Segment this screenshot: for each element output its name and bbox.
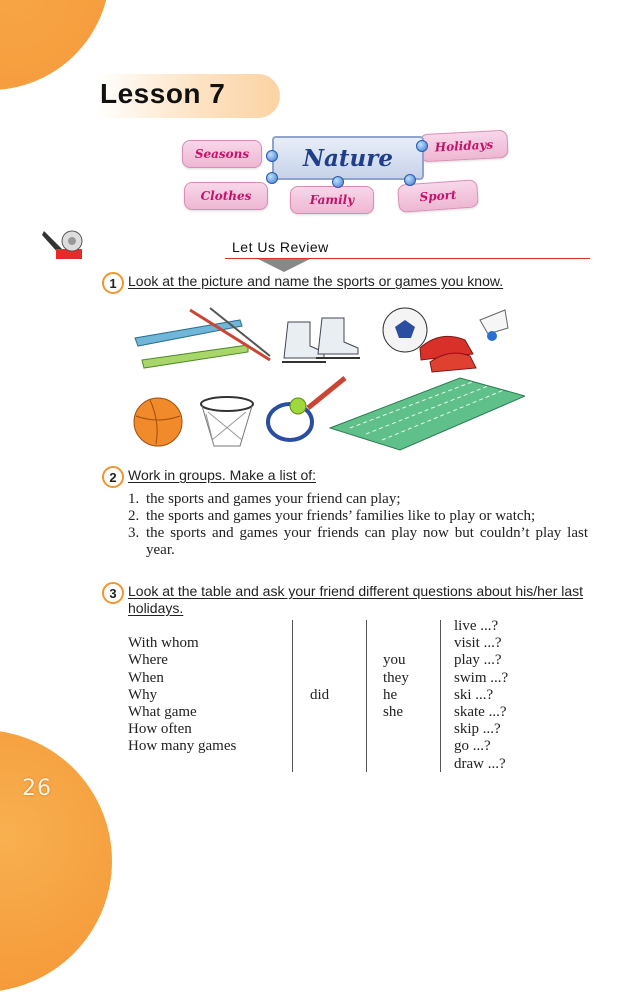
topic-family: Family <box>290 186 374 214</box>
swimming-pool-icon <box>330 378 525 450</box>
task-2-number: 2 <box>102 466 124 488</box>
topic-sport: Sport <box>397 179 479 213</box>
connector-dot <box>266 150 278 162</box>
table-divider <box>440 620 441 772</box>
task-2-list <box>128 491 588 559</box>
table-divider <box>292 620 293 772</box>
table-col-question-words: With whom Where When Why What game How often How many games <box>128 635 237 755</box>
task-1-number: 1 <box>102 272 124 294</box>
topic-cloud <box>180 128 510 220</box>
tennis-racket-icon <box>268 378 345 440</box>
task-3-number: 3 <box>102 582 124 604</box>
table-col-verbs: live ...? visit ...? play ...? swim ...? ski ...? skate ...? skip ...? go ...? draw ...? <box>454 618 509 772</box>
list-item: 1. the sports and games your friend can play; <box>128 491 401 507</box>
table-col-auxiliary: did <box>310 686 330 703</box>
soccer-ball-icon <box>383 308 427 352</box>
task-2-text: Work in groups. Make a list of: <box>128 467 317 483</box>
topic-seasons: Seasons <box>182 140 262 168</box>
connector-dot <box>416 140 428 152</box>
task-1-text: Look at the picture and name the sports or games you know. <box>128 273 504 289</box>
sneakers-icon <box>420 336 476 372</box>
table-col-pronouns: you they he she <box>383 652 409 720</box>
page-number: 26 <box>22 776 52 801</box>
shuttlecock-icon <box>480 310 508 341</box>
list-item: 3. the sports and games your friends can play now but couldn’t play last year. <box>128 525 588 558</box>
topic-nature: Nature <box>272 136 424 180</box>
topic-holidays: Holidays <box>419 130 508 163</box>
volleyball-icon <box>134 398 182 446</box>
table-divider <box>366 620 367 772</box>
connector-dot <box>332 176 344 188</box>
connector-dot <box>266 172 278 184</box>
skates-icon <box>282 318 360 362</box>
basketball-hoop-icon <box>201 397 253 446</box>
lesson-title: Lesson 7 <box>100 78 226 109</box>
skis-icon <box>135 308 270 368</box>
connector-dot <box>404 174 416 186</box>
pen-icon <box>42 227 98 263</box>
corner-decoration-bottom <box>0 730 112 992</box>
topic-clothes: Clothes <box>184 182 268 210</box>
section-title: Let Us Review <box>232 239 329 255</box>
task-3-text: Look at the table and ask your friend different questions about his/her last holidays. <box>128 583 584 616</box>
sports-picture <box>130 300 525 460</box>
corner-decoration-top <box>0 0 110 90</box>
section-arrow <box>258 259 310 272</box>
list-item: 2. the sports and games your friends’ families like to play or watch; <box>128 508 536 524</box>
question-table <box>128 618 598 774</box>
